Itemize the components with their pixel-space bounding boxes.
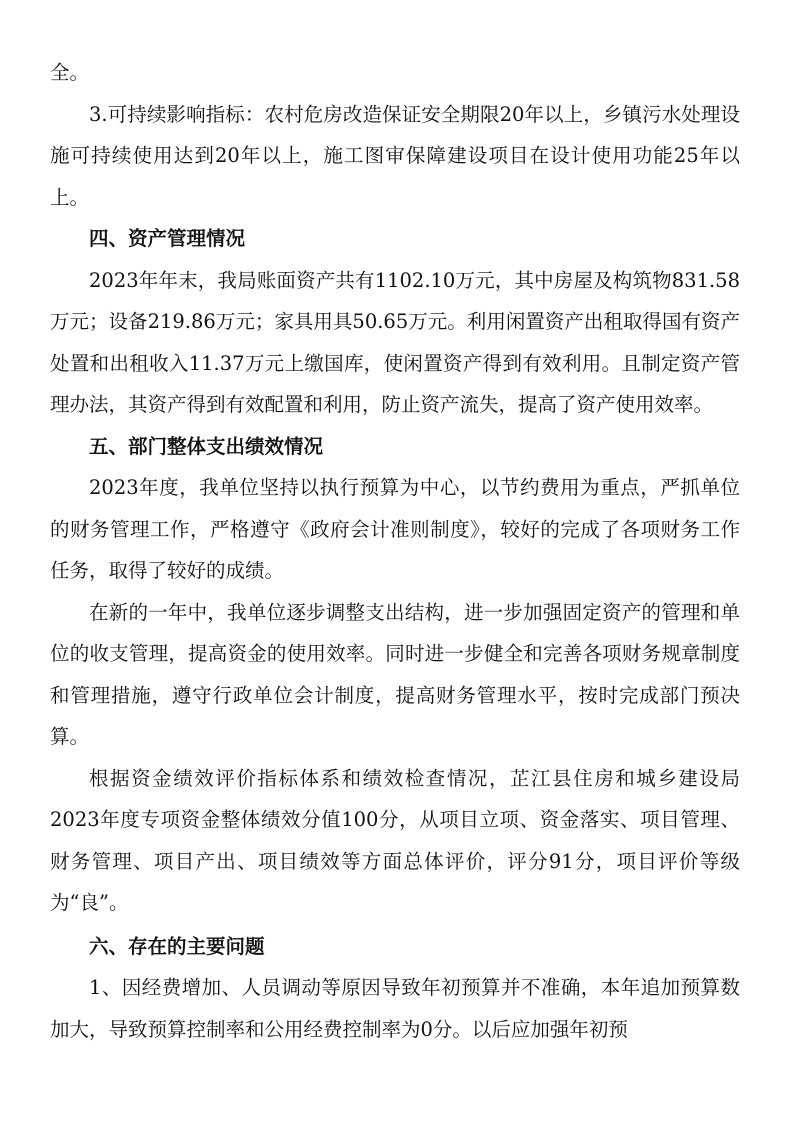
paragraph-sustainability-indicator: 3.可持续影响指标：农村危房改造保证安全期限20年以上，乡镇污水处理设施可持续使用达到20年以上，施工图审保障建设项目在设计使用功能25年以上。	[50, 102, 740, 209]
document-body	[50, 52, 740, 1050]
section-heading-asset-management: 四、资产管理情况	[89, 227, 246, 250]
paragraph-evaluation-result: 根据资金绩效评价指标体系和绩效检查情况，芷江县住房和城乡建设局2023年度专项资金整体绩效分值100分，从项目立项、资金落实、项目管理、财务管理、项目产出、项目绩效等方面总体评价，评分91分，项目评价等级为“良”。	[50, 766, 740, 914]
paragraph-continuation: 全。	[50, 61, 90, 84]
paragraph-asset-management: 2023年年末，我局账面资产共有1102.10万元，其中房屋及构筑物831.58万元；设备219.86万元；家具用具50.65万元。利用闲置资产出租取得国有资产处置和出租收入11.37万元上缴国库，使闲置资产得到有效利用。且制定资产管理办法，其资产得到有效配置和利用，防止资产流失，提高了资产使用效率。	[50, 268, 740, 416]
section-heading-main-problems: 六、存在的主要问题	[89, 934, 265, 958]
paragraph-problem-1: 1、因经费增加、人员调动等原因导致年初预算并不准确，本年追加预算数加大，导致预算控制率和公用经费控制率为0分。以后应加强年初预	[50, 976, 740, 1041]
paragraph-performance-summary: 2023年度，我单位坚持以执行预算为中心，以节约费用为重点，严抓单位的财务管理工作，严格遵守《政府会计准则制度》，较好的完成了各项财务工作任务，取得了较好的成绩。	[50, 476, 740, 582]
paragraph-next-year-plan: 在新的一年中，我单位逐步调整支出结构，进一步加强固定资产的管理和单位的收支管理，提高资金的使用效率。同时进一步健全和完善各项财务规章制度和管理措施，遵守行政单位会计制度，提高财务管理水平，按时完成部门预决算。	[50, 600, 740, 748]
section-heading-overall-performance: 五、部门整体支出绩效情况	[89, 434, 324, 458]
